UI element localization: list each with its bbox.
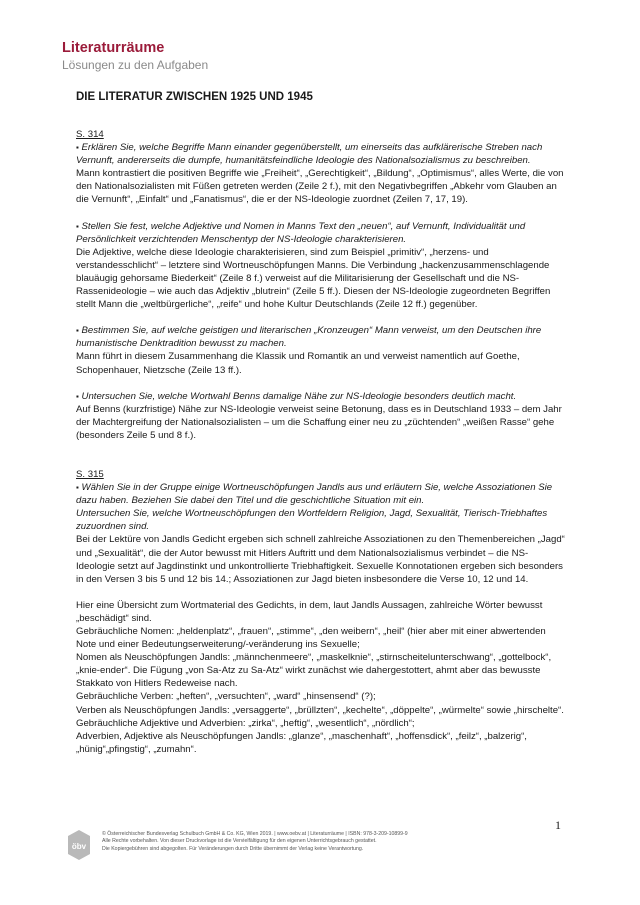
task-answer: Auf Benns (kurzfristige) Nähe zur NS-Ideologie verweist seine Betonung, dass es in Deutschland 1933 – dem Jahr der Machtergreifung der Nationalsozialisten – um die Schaffung einer neu zu „züchtenden“ „weißen Rasse“ gehe (besonders Zeile 5 und 8 f.).: [76, 403, 562, 441]
footer-line: © Österreichischer Bundesverlag Schulbuch GmbH & Co. KG, Wien 2019. | www.oebv.at | Literaturräume | ISBN: 978-3-209-10899-9: [102, 831, 408, 837]
bullet-icon: ▪: [76, 483, 79, 493]
document-title: DIE LITERATUR ZWISCHEN 1925 UND 1945: [76, 91, 313, 103]
task-prompt-continued: Untersuchen Sie, welche Wortneuschöpfungen den Wortfeldern Religion, Jagd, Sexualität, Tierisch-Triebhaftes zuzuordnen sind.: [76, 508, 548, 533]
bullet-icon: ▪: [76, 221, 79, 231]
task-answer: Bei der Lektüre von Jandls Gedicht ergeben sich schnell zahlreiche Assoziationen zu den Themenbereichen „Jagd“ und „Sexualität“, die der Autor bewusst mit Hitlers Auftritt und dem Nationalsozialismus verbindet – die NS-Ideologie setzt auf Jagdinstinkt und unkontrollierte Triebhaftigkeit. Sexuelle Konnotationen ergeben sich besonders in den Versen 3 bis 5 und 12 bis 14.; Assoziationen zur Jagd bieten insbesondere die Verse 10, 12 und 14.: [76, 534, 565, 585]
bullet-icon: ▪: [76, 143, 79, 153]
brand-subtitle: Lösungen zu den Aufgaben: [62, 58, 209, 72]
footer-line: Die Kopiergebühren sind abgegolten. Für Veränderungen durch Dritte übernimmt der Verlag keine Verantwortung.: [102, 845, 364, 852]
overview-line: Gebräuchliche Adjektive und Adverbien: „zirka“, „heftig“, „wesentlich“, „nördlich“;: [76, 717, 415, 729]
task-prompt: ▪ Untersuchen Sie, welche Wortwahl Benns damalige Nähe zur NS-Ideologie besonders deutlich macht.: [76, 390, 517, 402]
task-answer: Die Adjektive, welche diese Ideologie charakterisieren, sind zum Beispiel „primitiv“, „herzens- und verstandesschlicht“ – letztere sind Wortneuschöpfungen Manns. Die Verbindung „hackenzusammenschlagende blauäugig gehorsame Biederkeit“ (Zeile 8 f.) verweist auf die Militarisierung der Gesellschaft und die NS-Rassenideologie – wie auch das Adjektiv „blutrein“ (Zeile 5 ff.). Diesen der NS-Ideologie zugeordneten Begriffen stellt Mann die „weltbürgerliche“, „reife“ und hohe Kultur Deutschlands (Zeile 12 ff.) gegenüber.: [76, 246, 551, 311]
bullet-icon: ▪: [76, 326, 79, 336]
task-prompt: ▪ Stellen Sie fest, welche Adjektive und Nomen in Manns Text den „neuen“, auf Vernunft, Individualität und Persönlichkeit verzichtenden Menschentyp der NS-Ideologie charakterisieren.: [76, 220, 526, 245]
footer: [66, 827, 446, 869]
overview-line: Gebräuchliche Nomen: „heldenplatz“, „frauen“, „stimme“, „den weibern“, „heil“ (hier aber mit einer abwertenden Note und einer Bedeutungserweiterung/-veränderung ins Sexuelle;: [76, 626, 546, 651]
overview-line: Nomen als Neuschöpfungen Jandls: „männchenmeere“, „maskelknie“, „stirnscheitelunterschwang“, „gottelbock“, „knie-ender“. Die Fügung „von Sa-Atz zu Sa-Atz“ wirkt zunächst wie dahergestottert, ahmt aber das bewusste Stakkato von Hitlers Redeweise nach.: [76, 652, 552, 690]
task-prompt: ▪ Erklären Sie, welche Begriffe Mann einander gegenüberstellt, um einerseits das aufklärerische Streben nach Vernunft, andererseits die dumpfe, humanitätsfeindliche Ideologie des Nationalsozialismus zu beschreiben.: [76, 142, 543, 167]
task-answer: Mann kontrastiert die positiven Begriffe wie „Freiheit“, „Gerechtigkeit“, „Bildung“, „Optimismus“, alles Werte, die von den Nationalsozialisten mit Füßen getreten werden (Zeile 2 f.), mit den Negativbegriffen „Abkehr vom Glauben an die Vernunft“, „Einfalt“ und „Fanatismus“, die er der NS-Ideologie zuordnet (Zeilen 7, 17, 19).: [76, 168, 564, 206]
bullet-icon: ▪: [76, 391, 79, 401]
overview-line: Verben als Neuschöpfungen Jandls: „versaggerte“, „brüllzten“, „kechelte“, „döppelte“, „würmelte“ sowie „hirschelte“.: [76, 704, 564, 716]
overview-line: Adverbien, Adjektive als Neuschöpfungen Jandls: „glanze“, „maschenhaft“, „hoffensdick“, „feilz“, „balzerig“, „hünig“„pfingstig“, „zumahn“.: [76, 730, 527, 755]
footer-line: Alle Rechte vorbehalten. Von dieser Druckvorlage ist die Vervielfältigung für den eigenen Unterrichtsgebrauch gestattet.: [102, 838, 377, 845]
page-ref-314: S. 314: [76, 129, 104, 140]
publisher-logo-icon: [66, 829, 92, 861]
overview-line: Gebräuchliche Verben: „heften“, „versuchten“, „ward“ „hinsensend“ (?);: [76, 691, 376, 703]
task-prompt: ▪ Wählen Sie in der Gruppe einige Wortneuschöpfungen Jandls aus und erläutern Sie, welche Assoziationen Sie dazu haben. Beziehen Sie dabei den Titel und die geschichtliche Situation mit ein.: [76, 482, 553, 507]
footer-text: [102, 831, 408, 853]
document-content: [76, 128, 566, 756]
page-number: 1: [555, 818, 561, 832]
task-prompt: ▪ Bestimmen Sie, auf welche geistigen und literarischen „Kronzeugen“ Mann verweist, um den Deutschen ihre humanistische Denktradition bewusst zu machen.: [76, 325, 542, 350]
publisher-logo-text: öbv: [71, 842, 87, 851]
brand-title: Literaturräume: [62, 40, 165, 56]
page-ref-315: S. 315: [76, 468, 104, 480]
task-answer: Mann führt in diesem Zusammenhang die Klassik und Romantik an und verweist namentlich auf Goethe, Schopenhauer, Nietzsche (Zeile 13 ff.).: [76, 351, 520, 376]
overview-intro: Hier eine Übersicht zum Wortmaterial des Gedichts, in dem, laut Jandls Aussagen, zahlreiche Wörter bewusst „beschädigt“ sind.: [76, 599, 543, 624]
